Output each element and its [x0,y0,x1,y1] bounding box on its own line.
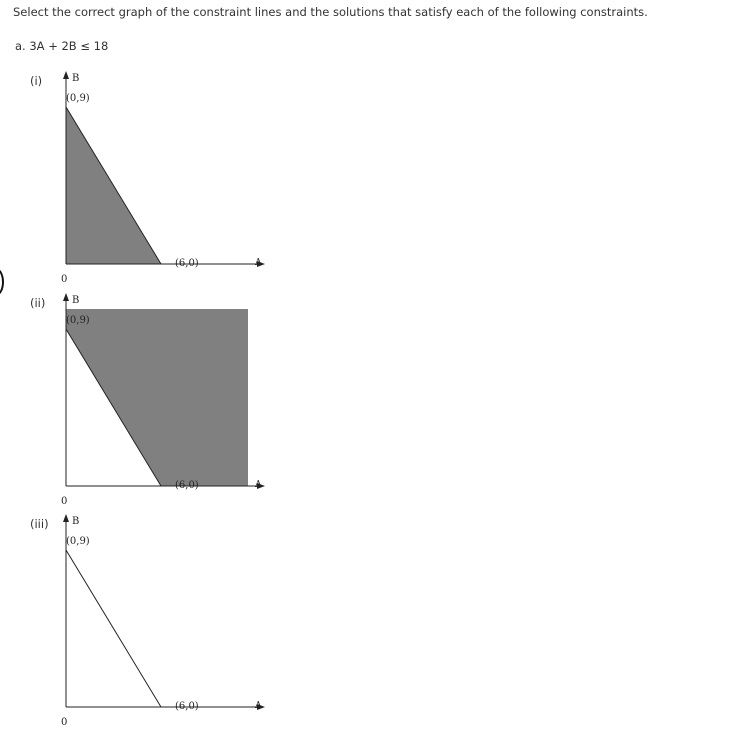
b-axis-arrow-icon [63,71,69,79]
option-label-ii[interactable]: (ii) [30,296,46,310]
b-axis-label: B [72,295,80,306]
question-a [15,39,108,53]
b-axis-arrow-icon [63,293,69,301]
y-intercept-label: (0,9) [66,536,90,547]
graph-option-iii[interactable] [55,511,275,733]
shaded-region [66,309,248,486]
x-intercept-label: (6,0) [175,480,199,491]
question-prefix: a. [15,39,26,53]
b-axis-label: B [72,73,80,84]
a-axis-label: A [255,258,262,268]
question-expression: 3A + 2B ≤ 18 [29,39,109,53]
radio-button-partial[interactable] [0,268,4,296]
y-intercept-label: (0,9) [66,93,90,104]
instruction-text: Select the correct graph of the constraint lines and the solutions that satisfy each of the following constraints. [13,5,648,19]
a-axis-label: A [255,480,262,490]
y-intercept-label: (0,9) [66,315,90,326]
x-intercept-label: (6,0) [175,258,199,269]
constraint-line [66,550,161,707]
origin-label: 0 [61,496,68,507]
option-label-i[interactable]: (i) [30,74,43,88]
x-intercept-label: (6,0) [175,701,199,712]
origin-label: 0 [61,717,68,728]
b-axis-label: B [72,516,80,527]
b-axis-arrow-icon [63,514,69,522]
graph-option-ii[interactable] [55,290,275,512]
a-axis-label: A [255,701,262,711]
graph-option-i[interactable] [55,68,275,290]
option-label-iii[interactable]: (iii) [30,517,49,531]
origin-label: 0 [61,274,68,285]
